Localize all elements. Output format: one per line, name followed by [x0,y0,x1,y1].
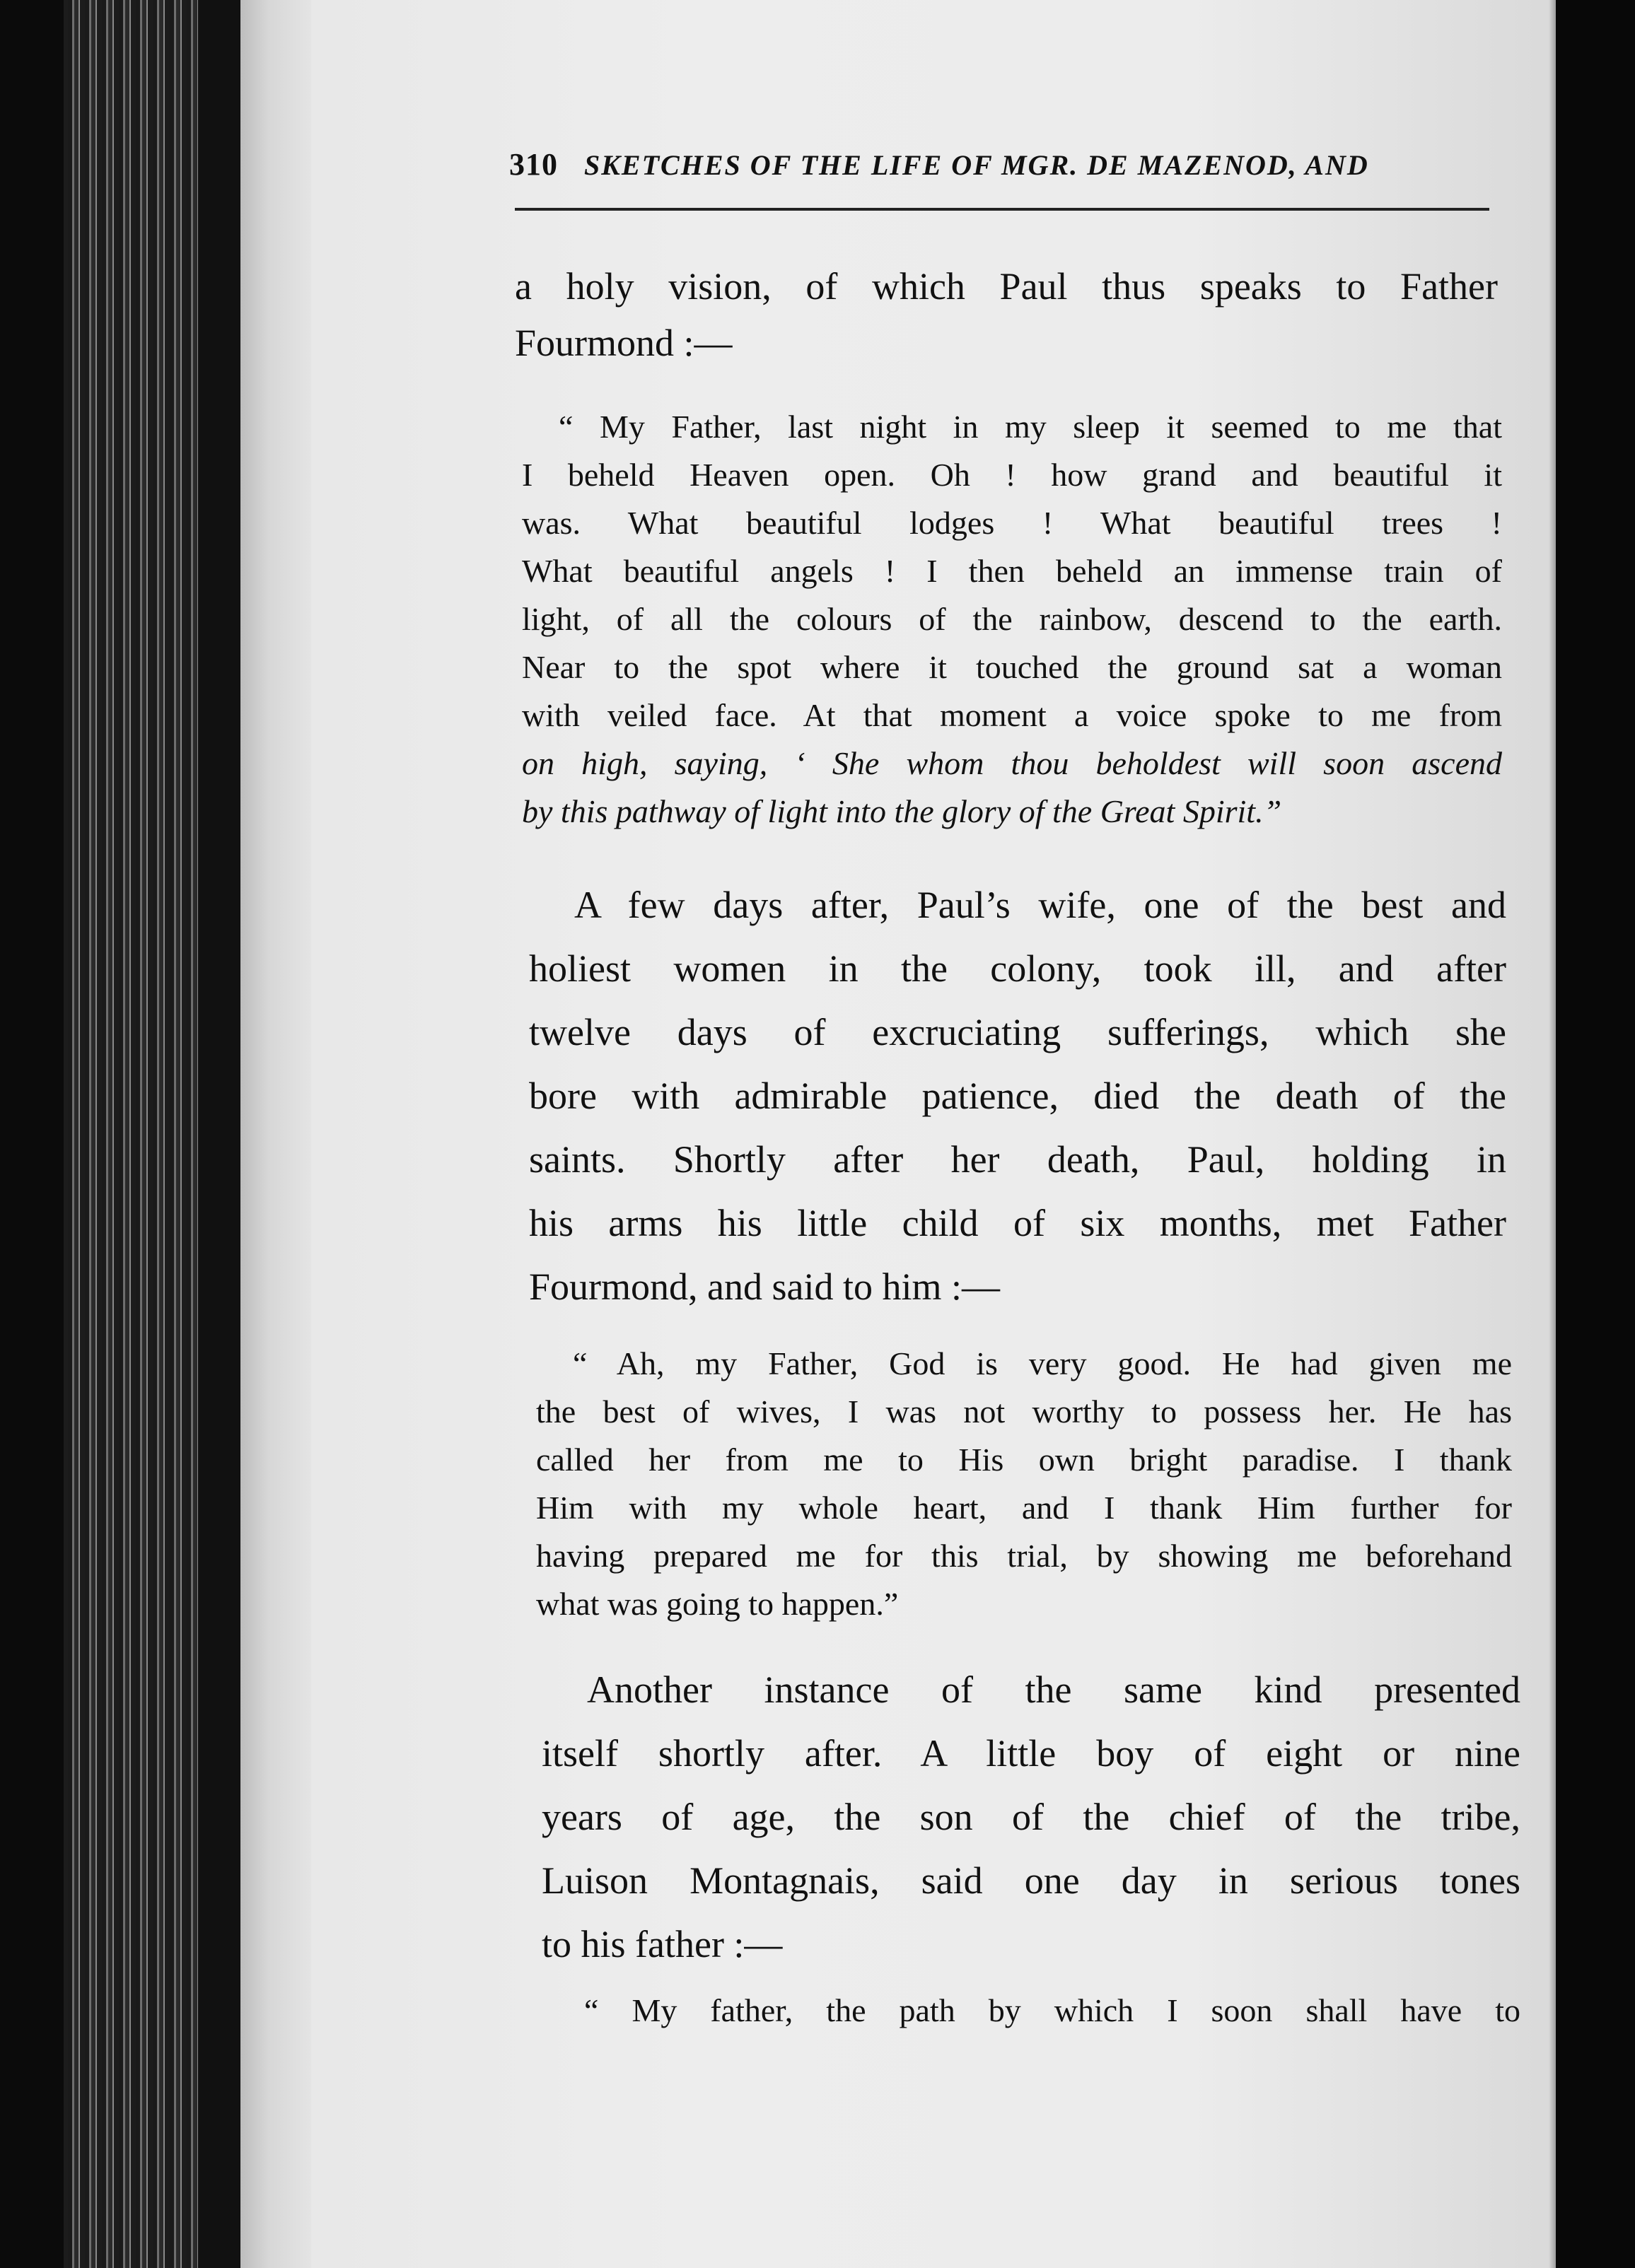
paragraph-quote [522,403,1502,836]
text-line: holiest women in the colony, took ill, and after [529,947,1506,990]
text-line: twelve days of excruciating sufferings, which she [529,1011,1506,1053]
page-number: 310 [509,147,558,182]
text-line: was. What beautiful lodges ! What beautiful trees ! [522,505,1502,541]
text-line: what was going to happen.” [536,1586,899,1622]
text-line: itself shortly after. A little boy of eight or nine [542,1732,1520,1775]
text-line: to his father :— [542,1923,783,1965]
text-line: called her from me to His own bright paradise. I thank [536,1442,1512,1478]
text-line: Him with my whole heart, and I thank Him further for [536,1490,1512,1526]
text-line: I beheld Heaven open. Oh ! how grand and beautiful it [522,457,1502,493]
text-line: “ My father, the path by which I soon shall have to [584,1992,1520,2028]
running-head [509,145,1492,185]
text-line: years of age, the son of the chief of the tribe, [542,1796,1520,1838]
text-line: his arms his little child of six months, met Father [529,1202,1506,1244]
text-line: with veiled face. At that moment a voice spoke to me from [522,697,1502,733]
book-edge-band [198,0,240,2268]
text-line: Another instance of the same kind presented [587,1668,1520,1711]
text-line: Luison Montagnais, said one day in serious tones [542,1859,1520,1902]
paragraph-body [515,255,1498,375]
text-line: “ My Father, last night in my sleep it seemed to me that [559,409,1502,445]
text-line: A few days after, Paul’s wife, one of the best and [574,884,1506,926]
text-line: a holy vision, of which Paul thus speaks to Father [515,265,1498,308]
paragraph-body [529,873,1506,1319]
text-line: light, of all the colours of the rainbow, descend to the earth. [522,601,1502,637]
scan-right-border [1556,0,1635,2268]
text-line: Near to the spot where it touched the ground sat a woman [522,649,1502,685]
header-rule [515,208,1489,211]
text-line: Fourmond :— [515,322,733,364]
page-gutter [240,0,311,2268]
paragraph-quote [536,1340,1512,1628]
paragraph-body [542,1658,1520,1976]
text-line: the best of wives, I was not worthy to possess her. He has [536,1393,1512,1430]
text-line: saints. Shortly after her death, Paul, holding in [529,1138,1506,1181]
paragraph-quote [547,1987,1520,2035]
text-line: bore with admirable patience, died the death of the [529,1075,1506,1117]
text-line: Fourmond, and said to him :— [529,1265,1000,1308]
text-line: “ Ah, my Father, God is very good. He had given me [573,1345,1512,1381]
book-edge-shadow [0,0,64,2268]
text-line: What beautiful angels ! I then beheld an immense train of [522,553,1502,589]
text-line: having prepared me for this trial, by showing me beforehand [536,1538,1512,1574]
text-line: by this pathway of light into the glory of the Great Spirit.” [522,793,1282,829]
running-head-title: SKETCHES OF THE LIFE OF MGR. DE MAZENOD, AND [584,149,1369,181]
text-line: on high, saying, ‘ She whom thou beholdest will soon ascend [522,745,1502,781]
